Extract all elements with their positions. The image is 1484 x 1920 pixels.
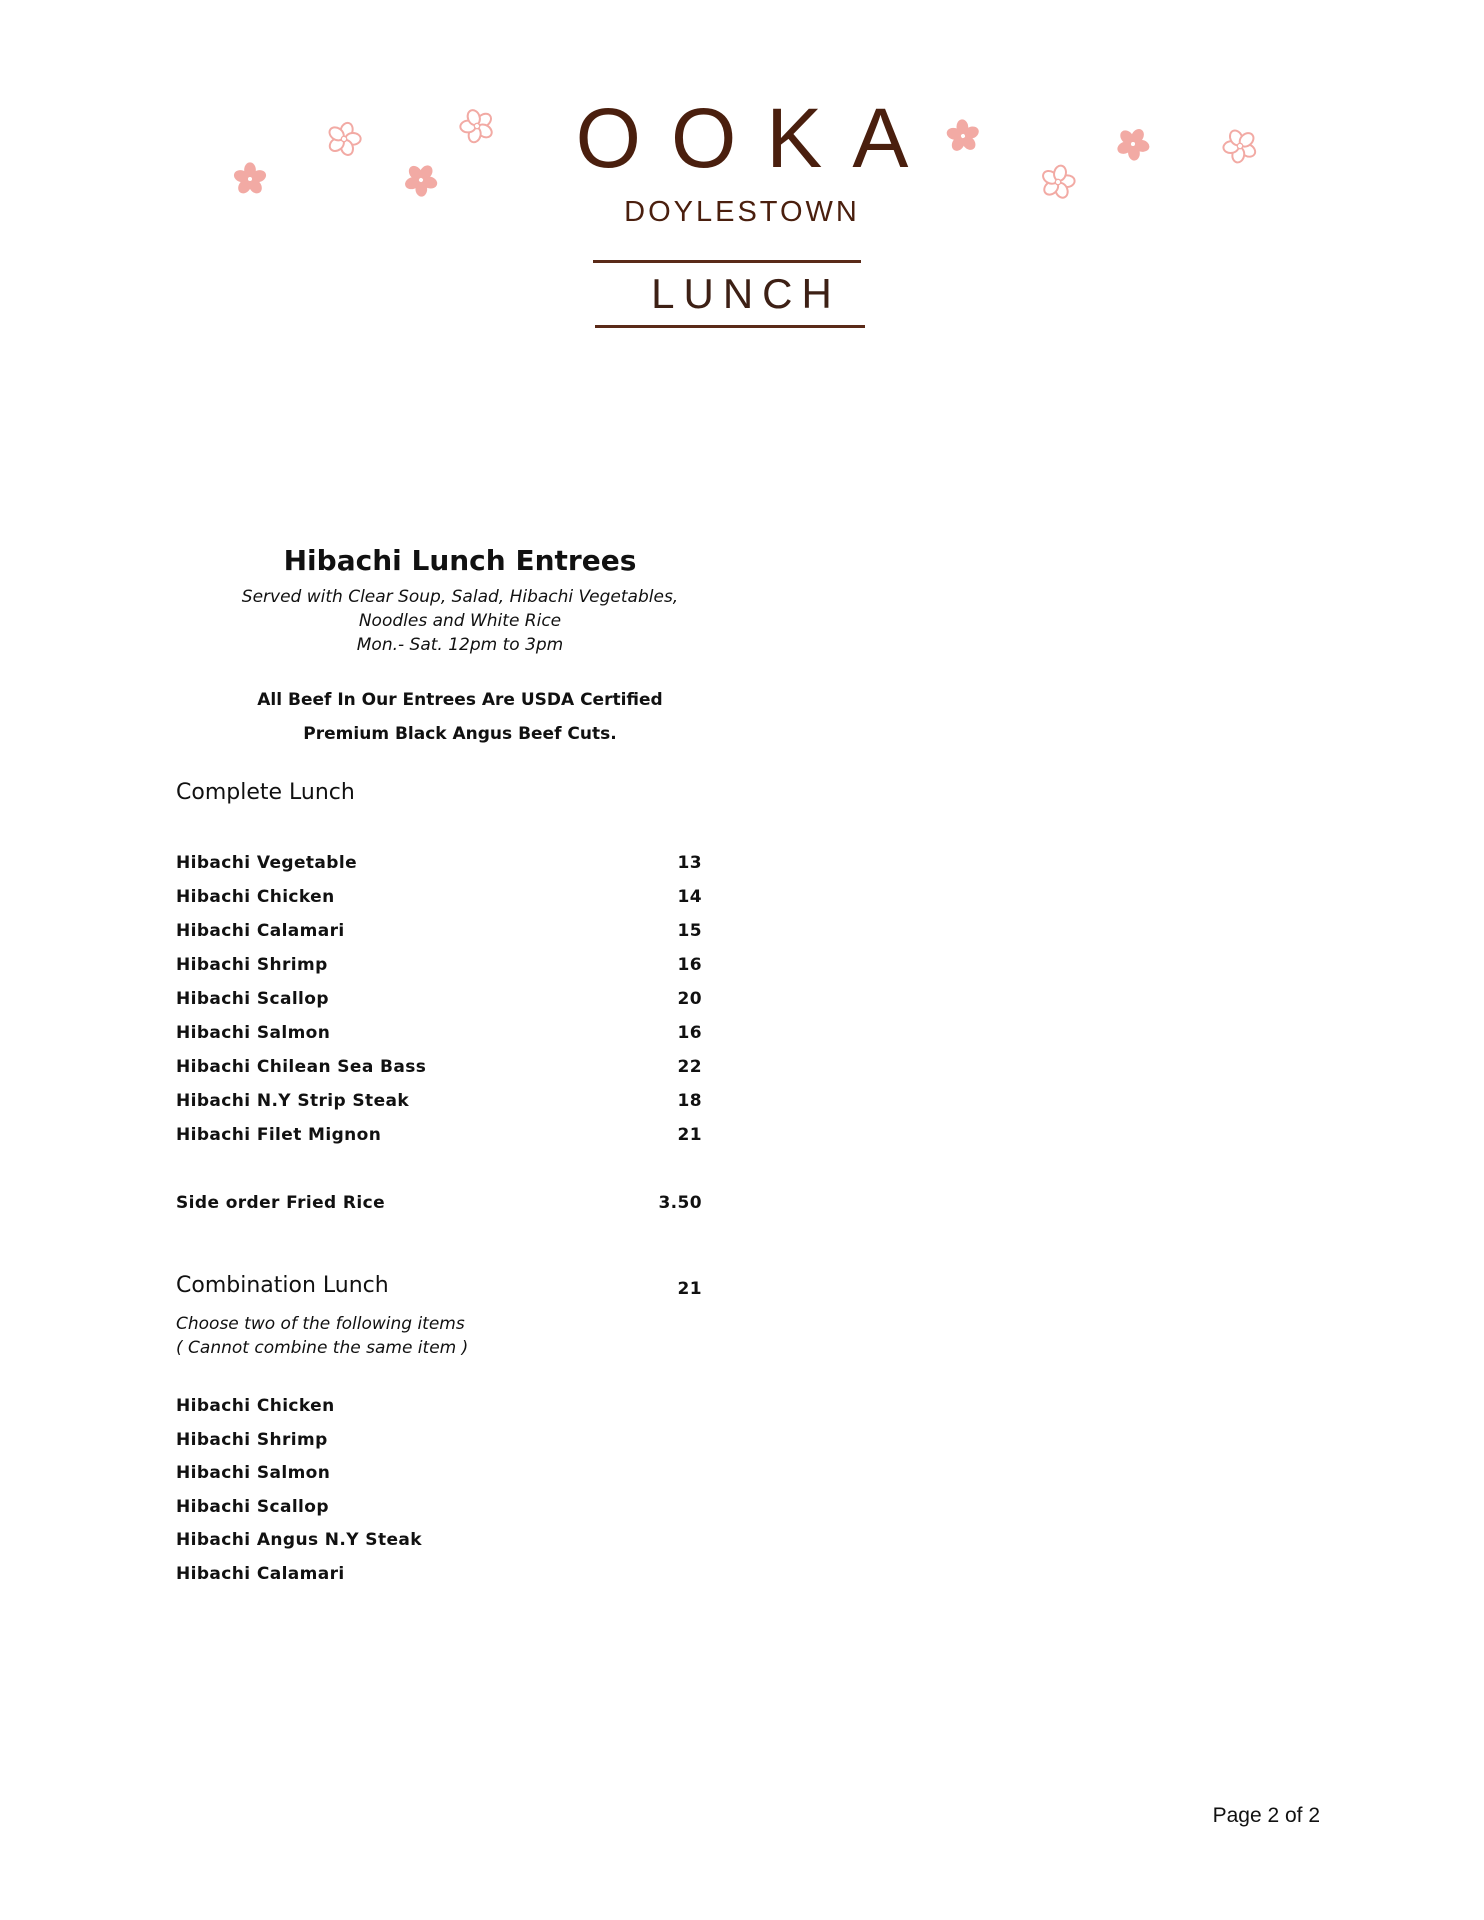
combination-lunch-heading: Combination Lunch [176, 1273, 389, 1298]
menu-item-price: 18 [677, 1091, 702, 1111]
cherry-blossom-icon [945, 118, 981, 154]
cherry-blossom-icon [403, 162, 439, 198]
menu-item-price: 20 [677, 989, 702, 1009]
brand-name: OOKA [575, 91, 939, 185]
combination-item: Hibachi Calamari [176, 1564, 345, 1584]
menu-item-name: Hibachi Calamari [176, 921, 345, 941]
menu-item-name: Hibachi N.Y Strip Steak [176, 1091, 410, 1111]
hours-line: Mon.- Sat. 12pm to 3pm [356, 635, 564, 655]
cherry-blossom-icon [459, 108, 495, 144]
notice-line: All Beef In Our Entrees Are USDA Certified [257, 690, 663, 710]
menu-item-name: Hibachi Scallop [176, 989, 329, 1009]
combination-item: Hibachi Scallop [176, 1497, 329, 1517]
menu-item-name: Hibachi Chilean Sea Bass [176, 1057, 427, 1077]
meal-label: LUNCH [651, 270, 841, 317]
menu-item-price: 14 [677, 887, 702, 907]
menu-item-price: 13 [677, 853, 702, 873]
complete-lunch-heading: Complete Lunch [176, 780, 355, 805]
side-order-price: 3.50 [658, 1193, 702, 1213]
combination-note: ( Cannot combine the same item ) [176, 1338, 469, 1358]
brand-location: DOYLESTOWN [624, 196, 860, 228]
combination-note: Choose two of the following items [176, 1314, 465, 1334]
cherry-blossom-icon [1222, 128, 1258, 164]
menu-item-price: 21 [677, 1125, 702, 1145]
subtitle-line: Served with Clear Soup, Salad, Hibachi Vegetables, [241, 587, 679, 607]
side-order-name: Side order Fried Rice [176, 1193, 386, 1213]
menu-item-name: Hibachi Vegetable [176, 853, 358, 873]
notice-line: Premium Black Angus Beef Cuts. [303, 724, 617, 744]
divider-top [593, 260, 861, 263]
combination-item: Hibachi Shrimp [176, 1430, 328, 1450]
menu-item-price: 15 [677, 921, 702, 941]
cherry-blossom-icon [1115, 126, 1151, 162]
combination-item: Hibachi Chicken [176, 1396, 335, 1416]
cherry-blossom-icon [326, 121, 362, 157]
menu-item-name: Hibachi Chicken [176, 887, 335, 907]
combination-lunch-price: 21 [677, 1279, 702, 1299]
menu-item-price: 22 [677, 1057, 702, 1077]
menu-item-name: Hibachi Shrimp [176, 955, 328, 975]
menu-item-name: Hibachi Filet Mignon [176, 1125, 382, 1145]
page-number: Page 2 of 2 [1212, 1804, 1320, 1827]
menu-item-name: Hibachi Salmon [176, 1023, 331, 1043]
menu-item-price: 16 [677, 1023, 702, 1043]
section-title: Hibachi Lunch Entrees [283, 544, 637, 577]
divider-bottom [595, 325, 865, 328]
cherry-blossom-icon [232, 161, 268, 197]
combination-item: Hibachi Salmon [176, 1463, 331, 1483]
cherry-blossom-icon [1040, 164, 1076, 200]
subtitle-line: Noodles and White Rice [358, 611, 562, 631]
menu-item-price: 16 [677, 955, 702, 975]
combination-item: Hibachi Angus N.Y Steak [176, 1530, 422, 1550]
